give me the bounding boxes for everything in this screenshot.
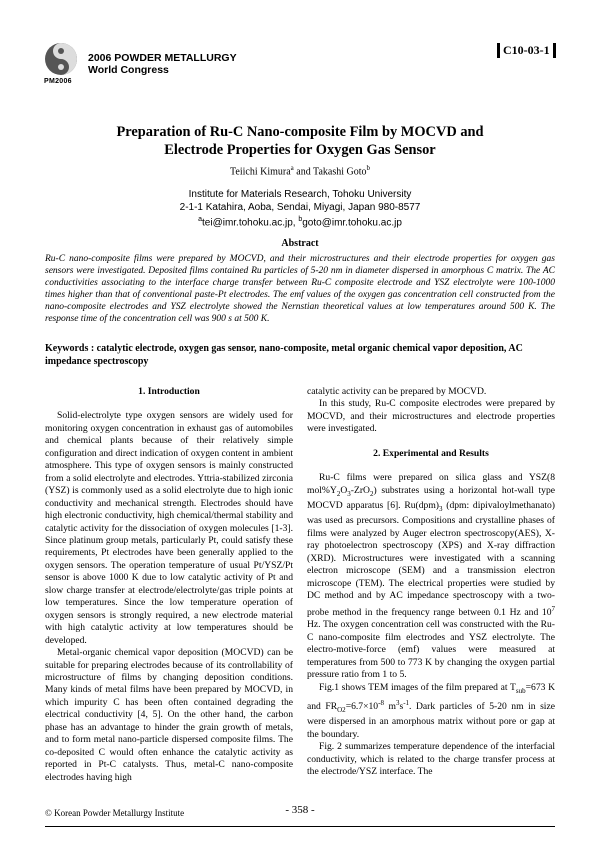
abstract-heading: Abstract	[281, 238, 319, 249]
author-2: Takashi Goto	[313, 166, 367, 178]
section-heading-introduction: 1. Introduction	[138, 386, 200, 397]
author-1: Teiichi Kimura	[229, 166, 291, 178]
affiliation	[0, 189, 600, 230]
author-2-affil-mark: b	[366, 164, 370, 172]
affiliation-emails	[0, 214, 600, 230]
section-heading-experimental: 2. Experimental and Results	[373, 447, 489, 459]
affiliation-address: 2-1-1 Katahira, Aoba, Sendai, Miyagi, Japan 980-8577	[179, 201, 421, 213]
experimental-paragraph-1: Ru-C films were prepared on silica glass and YSZ(8 $mol\%Y_2O_3-ZrO_2$) substrates using a horizontal hot-wall type MOCVD apparatus [6]. $Ru(dpm)_3$ (dpm: dipivaloylmethanato) was used as precursors. Compositions and crystalline phases of films were analyzed by Auger electron spectroscopy(AES), X-ray photoelectron spectroscopy (XPS) and X-ray diffraction (XRD). Microstructures were investigated with a scanning electron microscope (SEM) and a transmission electron microscope (TEM). The electrical properties were studied by DC method and by AC impedance spectroscopy with a two-probe method in the frequency range between 0.1 Hz and $10^7$ Hz. The oxygen concentration cell was constructed with the Ru-C nano-composite film electrodes and YSZ electrolyte. The electro-motive-force (emf) values were measured at temperatures from 500 to 773 K by changing the oxygen partial pressure ratio from 1 to 5.	[307, 472, 555, 681]
conference-name	[88, 52, 237, 76]
intro-paragraph-2-continued: catalytic activity can be prepared by MOCVD.	[307, 386, 487, 397]
paper-code: C10-03-1	[497, 43, 556, 58]
body-column-right	[307, 386, 555, 779]
authors	[0, 164, 600, 177]
email-b-mark: b	[298, 216, 303, 223]
logo-caption: PM2006	[44, 78, 72, 85]
email-a[interactable]: tei@imr.tohoku.ac.jp,	[202, 217, 299, 229]
keywords: Keywords : catalytic electrode, oxygen gas sensor, nano-composite, metal organic chemical vapor deposition, AC impedance spectroscopy	[45, 343, 523, 367]
paper-title-line2: Electrode Properties for Oxygen Gas Sensor	[164, 142, 436, 158]
intro-paragraph-2: Metal-organic chemical vapor deposition (MOCVD) can be suitable for preparing electrodes because of its controllability of microstructure of films by changing deposition conditions. Many kinds of metal films have been prepared by MOCVD, in which impurity C has been often contained degrading the electrical conductivity [4, 5]. On the other hand, the carbon phase has an advantage to hinder the grain growth of metals, and to form metal nano-particle dispersed composite films. The co-deposited C would often enhance the catalytic activity as reported in Pt-C catalysts. Thus, metal-C nano-composite electrodes having high	[45, 647, 293, 783]
authors-and: and	[293, 166, 314, 178]
intro-paragraph-1: Solid-electrolyte type oxygen sensors are widely used for monitoring oxygen concentration in exhaust gas of automobiles and chemical plants because of their relatively simple configuration and direct indication of oxygen content in ambient atmosphere. This type of oxygen sensors is mainly constructed from a solid electrolyte and electrodes. Yttria-stabilized zirconia (YSZ) is commonly used as a solid electrolyte due to high ionic conductivity and mechanical strength. Electrodes should have high electronic conductivity, high chemical/thermal stability and catalytic activity for the dissociation of oxygen molecules [1-3]. Since platinum group metals, particularly Pt, could satisfy these requirements, Pt electrodes have been generally applied to the oxygen sensors. The operation temperature of usual Pt/YSZ/Pt sensor is above 1000 K due to low catalytic activity of Pt and slow charge transfer at electrode/electrolyte/gas triple points at low temperatures. Since the low temperature operation of oxygen sensors is strongly required, a new electrode material with high catalytic activity at low temperatures should be developed.	[45, 410, 293, 646]
conference-name-line2: World Congress	[88, 64, 169, 76]
paper-title	[60, 123, 540, 159]
author-1-affil-mark: a	[290, 164, 294, 172]
congress-logo-icon	[44, 42, 78, 76]
experimental-paragraph-3: Fig. 2 summarizes temperature dependence of the interfacial conductivity, which is related to the charge transfer process at the electrode/YSZ interface. The	[307, 741, 555, 778]
intro-paragraph-3: In this study, Ru-C composite electrodes were prepared by MOCVD, and their microstructures and electrode properties were investigated.	[307, 398, 555, 435]
paper-title-line1: Preparation of Ru-C Nano-composite Film by MOCVD and	[116, 124, 484, 140]
conference-name-line1: 2006 POWDER METALLURGY	[88, 52, 237, 64]
experimental-paragraph-2: Fig.1 shows TEM images of the film prepared at $T_{sub}=673$ K and $FR_{O2}=6.7\times 10^{-8}$ $m^3s^{-1}$. Dark particles of 5-20 nm in size were dispersed in an amorphous matrix without pore or gap at the boundary.	[307, 681, 555, 740]
body-column-left	[45, 386, 293, 784]
page-number: - 358 -	[285, 804, 315, 816]
footer-copyright: © Korean Powder Metallurgy Institute	[45, 808, 185, 818]
footer-divider	[45, 826, 555, 827]
abstract-text: Ru-C nano-composite films were prepared by MOCVD, and their microstructures and their electrode properties for oxygen gas sensors were investigated. Deposited films contained Ru particles of 5-20 nm in diameter dispersed in amorphous C matrix. The AC conductivities associating to the interface charge transfer between Ru-C composite electrode and YSZ electrolyte were 100-1000 times higher than that of conventional paste-Pt electrodes. The emf values of the oxygen gas concentration cell constructed from the nano-composite electrodes and YSZ electrolyte showed the Nernstian theoretical values at low temperatures around 500 K. The response time of the concentration cell was 900 s at 500 K.	[45, 254, 555, 324]
email-a-mark: a	[198, 216, 203, 223]
affiliation-institute: Institute for Materials Research, Tohoku University	[188, 189, 412, 200]
email-b[interactable]: goto@imr.tohoku.ac.jp	[302, 217, 402, 229]
